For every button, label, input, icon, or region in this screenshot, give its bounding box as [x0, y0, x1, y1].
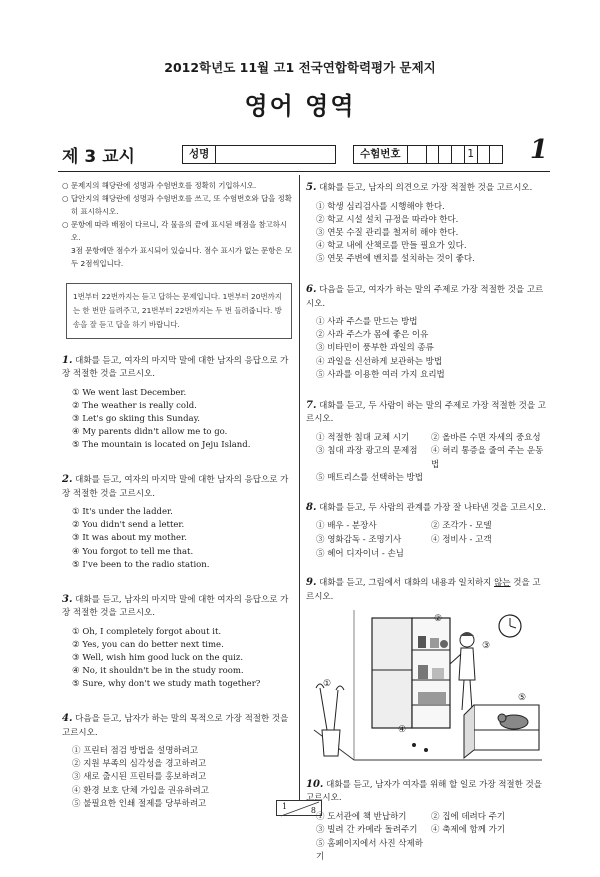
- question-number: 3.: [62, 593, 73, 605]
- answer-option: ④ 학교 내에 산책로를 만들 필요가 있다.: [316, 241, 467, 252]
- answer-option: ④ 정비사 - 고객: [431, 535, 492, 546]
- instruction-item: ○ 문항에 따라 배점이 다르니, 각 물음의 끝에 표시된 배점을 참고하시오.: [62, 219, 288, 242]
- exam-number-cell: [490, 146, 502, 163]
- marker-5: ⑤: [518, 692, 527, 703]
- question-stem: 대화를 듣고, 두 사람이 하는 말의 주제로 가장 적절한 것을 고르시오.: [306, 400, 546, 425]
- answer-option: ③ 연못 수질 관리를 철저히 해야 한다.: [316, 227, 459, 238]
- marker-2: ②: [434, 613, 443, 624]
- total-pages: 8: [310, 806, 316, 815]
- question-number: 7.: [306, 399, 317, 411]
- question-number: 5.: [306, 182, 317, 193]
- exam-number-cell: [452, 146, 465, 163]
- answer-option: ⑤ I've been to the radio station.: [72, 559, 210, 570]
- question-6: [306, 282, 546, 382]
- answer-option: ⑤ 매트리스를 선택하는 방법: [316, 473, 423, 484]
- exam-number-cell: [439, 146, 452, 163]
- question-stem: 대화를 듣고, 남자의 마지막 말에 대한 여자의 응답으로 가장 적절한 것을 고르시오.: [62, 594, 289, 619]
- name-label: 성명: [183, 146, 216, 163]
- question-number: 8.: [306, 501, 317, 513]
- period-label: 제 3 교시: [62, 147, 135, 167]
- answer-option: ② The weather is really cold.: [72, 400, 197, 411]
- answer-option: ③ 새로 출시된 프린터를 홍보하려고: [72, 772, 207, 783]
- question-number: 9.: [306, 577, 317, 589]
- answer-option: ③ 침대 과장 광고의 문제점: [316, 446, 418, 457]
- marker-3: ③: [482, 640, 491, 651]
- answer-option: ① 배우 - 분장사: [316, 521, 377, 532]
- question-5: [306, 180, 546, 266]
- answer-option: ④ 허리 통증을 줄여 주는 운동법: [431, 446, 544, 470]
- instruction-item: ○ 문제지의 해당란에 성명과 수험번호를 정확히 기입하시오.: [62, 181, 257, 190]
- question-stem: 대화를 듣고, 그림에서 대화의 내용과 일치하지 않는 것을 고르시오.: [306, 578, 541, 602]
- question-stem: 대화를 듣고, 여자의 마지막 말에 대한 남자의 응답으로 가장 적절한 것을 고르시오.: [62, 355, 289, 380]
- answer-option: ① 도서관에 책 반납하기: [316, 811, 407, 822]
- header-rule: [58, 171, 550, 172]
- answer-option: ② 지원 부족의 심각성을 경고하려고: [72, 759, 207, 770]
- answer-option: ④ No, it shouldn't be in the study room.: [72, 666, 244, 677]
- question-number: 1.: [62, 354, 73, 366]
- question-stem: 다음을 듣고, 여자가 하는 말의 주제로 가장 적절한 것을 고르시오.: [306, 285, 544, 309]
- room-illustration: [314, 610, 542, 765]
- marker-1: ①: [323, 678, 332, 689]
- question-stem: 다음을 듣고, 남자가 하는 말의 목적으로 가장 적절한 것을 고르시오.: [62, 714, 289, 738]
- question-stem: 대화를 듣고, 남자가 여자를 위해 할 일로 가장 적절한 것을 고르시오.: [306, 779, 542, 804]
- listening-notice: 1번부터 22번까지는 듣고 답하는 문제입니다. 1번부터 20번까지는 한 번만 들려주고, 21번부터 22번까지는 두 번 들려줍니다. 방송을 잘 듣고 답을 하기 바랍니다.: [66, 283, 292, 339]
- exam-number-cell: [414, 146, 427, 163]
- answer-option: ② 조각가 - 모델: [431, 521, 492, 532]
- right-column: [306, 180, 546, 877]
- answer-option: ④ 과일을 신선하게 보관하는 방법: [316, 356, 443, 367]
- exam-number-cell: 1: [465, 146, 478, 163]
- question-number: 6.: [306, 284, 317, 296]
- answer-option: ② 학교 시설 설치 규정을 따라야 한다.: [316, 214, 459, 225]
- answer-option: ⑤ The mountain is located on Jeju Island.: [72, 440, 251, 451]
- question-stem: 대화를 듣고, 여자의 마지막 말에 대한 남자의 응답으로 가장 적절한 것을 고르시오.: [62, 475, 289, 499]
- answer-option: ① It's under the ladder.: [72, 507, 173, 518]
- question-2: [62, 472, 292, 572]
- answer-option: ③ Well, wish him good luck on the quiz.: [72, 652, 244, 663]
- exam-title: 2012학년도 11월 고1 전국연합학력평가 문제지: [164, 60, 436, 75]
- question-10: [306, 777, 546, 865]
- answer-option: ③ It was about my mother.: [72, 533, 187, 544]
- question-stem: 대화를 듣고, 남자의 의견으로 가장 적절한 것을 고르시오.: [319, 183, 533, 193]
- answer-option: ① We went last December.: [72, 387, 187, 398]
- question-number: 2.: [62, 474, 73, 486]
- question-4: [62, 711, 292, 811]
- answer-option: ① Oh, I completely forgot about it.: [72, 626, 222, 637]
- exam-number-cell: [427, 146, 440, 163]
- question-7: [306, 398, 546, 486]
- answer-option: ③ Let's go skiing this Sunday.: [72, 413, 200, 424]
- answer-option: ⑤ 사과를 이용한 여러 가지 요리법: [316, 369, 445, 380]
- answer-option: ④ You forgot to tell me that.: [72, 546, 194, 557]
- answer-option: ⑤ Sure, why don't we study math together?: [72, 679, 261, 690]
- answer-option: ③ 빌려 간 카메라 돌려주기: [316, 825, 418, 836]
- answer-option: ② Yes, you can do better next time.: [72, 639, 224, 650]
- marker-4: ④: [398, 724, 407, 735]
- question-8: [306, 500, 546, 561]
- answer-option: ③ 영화감독 - 조명기사: [316, 535, 402, 546]
- exam-number-cells: [414, 146, 502, 163]
- answer-option: ④ 축제에 함께 가기: [431, 825, 506, 836]
- question-9: [306, 575, 546, 765]
- instructions: [62, 180, 292, 271]
- name-box: [182, 145, 336, 164]
- page-number: 1: [529, 135, 548, 165]
- instruction-item: ○ 답안지의 해당란에 성명과 수험번호를 쓰고, 또 수험번호와 답을 정확히 표시하시오.: [62, 193, 292, 216]
- exam-number-label: 수험번호: [354, 146, 408, 163]
- answer-option: ① 사과 주스를 만드는 방법: [316, 317, 418, 328]
- answer-option: ② You didn't send a letter.: [72, 520, 185, 531]
- answer-option: ⑤ 불필요한 인쇄 절제를 당부하려고: [72, 798, 207, 809]
- question-3: [62, 592, 292, 692]
- room-drawing: [314, 610, 542, 765]
- question-number: 10.: [306, 778, 324, 790]
- answer-option: ① 적절한 침대 교체 시기: [316, 432, 410, 443]
- answer-option: ④ My parents didn't allow me to go.: [72, 427, 228, 438]
- question-1: [62, 353, 292, 453]
- exam-number-cell: [478, 146, 491, 163]
- answer-option: ① 프린터 점검 방법을 설명하려고: [72, 746, 199, 757]
- answer-option: ④ 환경 보호 단체 가입을 권유하려고: [72, 785, 209, 796]
- column-divider: [299, 175, 300, 800]
- exam-info-row: [62, 135, 548, 167]
- question-stem: 대화를 듣고, 두 사람의 관계를 가장 잘 나타낸 것을 고르시오.: [319, 502, 546, 513]
- subject-title: 영어 영역: [244, 92, 356, 120]
- answer-option: ③ 비타민이 풍부한 과일의 종류: [316, 343, 434, 354]
- answer-option: ⑤ 홈페이지에서 사진 삭제하기: [316, 838, 423, 863]
- exam-number-box: [353, 145, 503, 164]
- question-number: 4.: [62, 713, 73, 725]
- answer-option: ⑤ 연못 주변에 벤치를 설치하는 것이 좋다.: [316, 254, 475, 265]
- answer-option: ② 집에 데려다 주기: [431, 811, 506, 822]
- answer-option: ① 학생 심리검사를 시행해야 한다.: [316, 201, 445, 212]
- answer-option: ⑤ 헤어 디자이너 - 손님: [316, 548, 404, 559]
- current-page: 1: [282, 802, 288, 811]
- answer-option: ② 사과 주스가 몸에 좋은 이유: [316, 330, 429, 341]
- left-column: [62, 180, 292, 823]
- page-indicator: [276, 800, 322, 816]
- answer-option: ② 올바른 수면 자세의 중요성: [431, 432, 541, 443]
- instruction-item: 3점 문항에만 점수가 표시되어 있습니다. 점수 표시가 없는 문항은 모두 2점씩입니다.: [71, 245, 292, 268]
